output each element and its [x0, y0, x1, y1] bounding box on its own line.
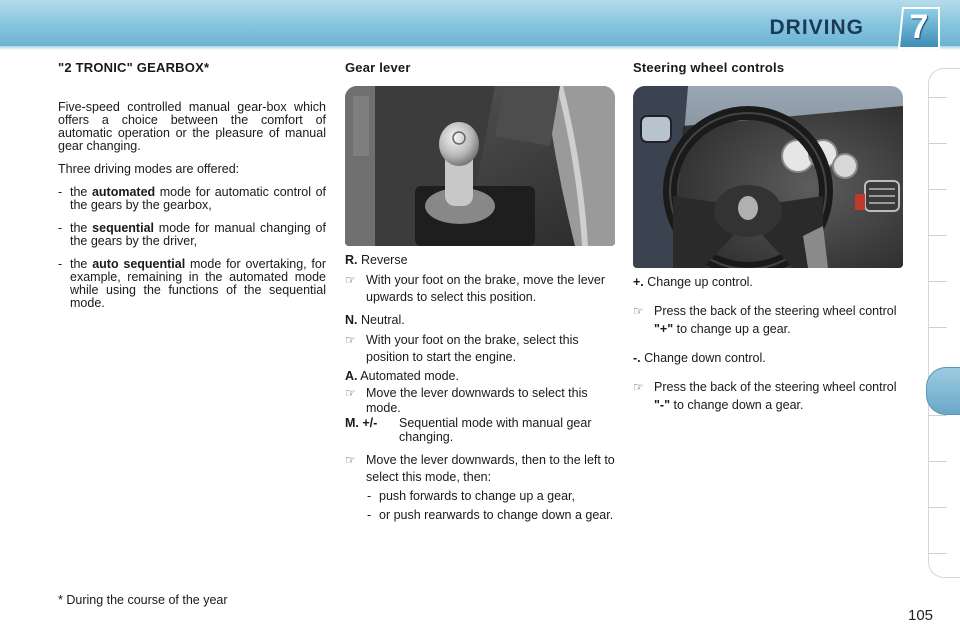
mode-term: auto sequential	[92, 257, 186, 271]
tab-divider	[929, 189, 947, 190]
gear-label: Automated mode.	[360, 369, 459, 383]
plus-control	[633, 274, 905, 290]
section-title: Gear lever	[345, 60, 411, 75]
gear-positions	[345, 252, 617, 522]
mode-item: - the auto sequential mode for overtaking, for example, remaining in the automated mode while using the functions of the sequential mode.	[58, 257, 326, 310]
gear-lever-photo	[345, 86, 615, 246]
mode-description: mode for overtaking, for example, remaining in the automated mode while using the functions of the sequential mode.	[70, 257, 326, 310]
list-dash: -	[58, 185, 63, 199]
gear-code: M. +/-	[345, 416, 378, 430]
control-code: +.	[633, 275, 644, 289]
gear-step: ☞ Move the lever downwards, then to the left to select this mode, then:	[345, 453, 615, 484]
list-dash: -	[58, 221, 63, 235]
gear-entry-r	[345, 252, 617, 268]
mode-description: mode for manual changing of the gears by the driver,	[70, 221, 326, 248]
intro-paragraph: Five-speed controlled manual gear-box which offers a choice between the comfort of automatic operation or the pleasure of manual gear changing.	[58, 100, 326, 153]
control-label: Change down control.	[644, 351, 766, 365]
gear-lever-image	[345, 86, 615, 246]
tab-divider	[929, 281, 947, 282]
pointing-hand-icon: ☞	[345, 453, 356, 467]
gear-step: ☞ With your foot on the brake, select this position to start the engine.	[345, 333, 579, 364]
gear-label: Sequential mode with manual gear changing.	[399, 416, 592, 444]
gear-entry-m	[345, 416, 617, 444]
chapter-tab-rail	[928, 68, 960, 578]
page-number: 105	[908, 607, 934, 624]
tab-divider	[929, 507, 947, 508]
tab-divider	[929, 415, 947, 416]
tab-divider	[929, 143, 947, 144]
tab-divider	[929, 461, 947, 462]
gear-entry-a	[345, 368, 617, 384]
steering-wheel-image	[633, 86, 903, 268]
sub-step: - or push rearwards to change down a gear.	[367, 508, 614, 522]
steering-controls	[633, 274, 905, 414]
gear-label: Reverse	[360, 253, 408, 267]
chapter-title: DRIVING	[769, 16, 864, 39]
tab-divider	[929, 97, 947, 98]
gearbox-section	[58, 60, 326, 310]
list-dash: -	[367, 489, 372, 503]
pointing-hand-icon: ☞	[633, 380, 644, 394]
gear-step: ☞ Move the lever downwards to select this mode.	[345, 386, 588, 415]
control-label: Change up control.	[647, 275, 753, 289]
mode-term: automated	[91, 185, 156, 199]
control-key: "+"	[654, 322, 674, 336]
section-title: "2 TRONIC" GEARBOX*	[58, 60, 210, 75]
gear-lever-section	[345, 60, 617, 75]
tab-divider	[929, 235, 947, 236]
pointing-hand-icon: ☞	[345, 273, 356, 287]
steering-wheel-photo	[633, 86, 903, 268]
gear-step: ☞ With your foot on the brake, move the lever upwards to select this position.	[345, 273, 606, 304]
control-code: -.	[633, 351, 641, 365]
control-step: ☞ Press the back of the steering wheel control "+" to change up a gear.	[633, 304, 897, 336]
mode-item: - the automated mode for automatic control of the gears by the gearbox,	[58, 185, 326, 212]
section-title: Steering wheel controls	[633, 60, 785, 75]
chapter-number: 7	[909, 8, 929, 46]
chapter-tab-active[interactable]	[926, 367, 960, 415]
sub-step: - push forwards to change up a gear,	[367, 489, 575, 503]
gear-code: R.	[345, 253, 358, 267]
pointing-hand-icon: ☞	[345, 386, 356, 400]
minus-control	[633, 350, 905, 366]
gear-code: A.	[345, 369, 358, 383]
gear-code: N.	[345, 313, 358, 327]
gear-label: Neutral.	[360, 313, 405, 327]
mode-term: sequential	[92, 221, 154, 235]
footnote: * During the course of the year	[58, 593, 228, 607]
tab-divider	[929, 327, 947, 328]
pointing-hand-icon: ☞	[633, 304, 644, 318]
control-step: ☞ Press the back of the steering wheel control "-" to change down a gear.	[633, 380, 897, 412]
gear-entry-n	[345, 312, 617, 328]
steering-wheel-section	[633, 60, 905, 75]
chapter-badge	[897, 6, 941, 50]
modes-intro: Three driving modes are offered:	[58, 162, 240, 176]
mode-description: mode for automatic control of the gears by the gearbox,	[70, 185, 326, 212]
tab-divider	[929, 553, 947, 554]
list-dash: -	[58, 257, 63, 271]
mode-item: - the sequential mode for manual changing of the gears by the driver,	[58, 221, 326, 248]
list-dash: -	[367, 508, 372, 522]
pointing-hand-icon: ☞	[345, 333, 356, 347]
control-key: "-"	[654, 398, 671, 412]
